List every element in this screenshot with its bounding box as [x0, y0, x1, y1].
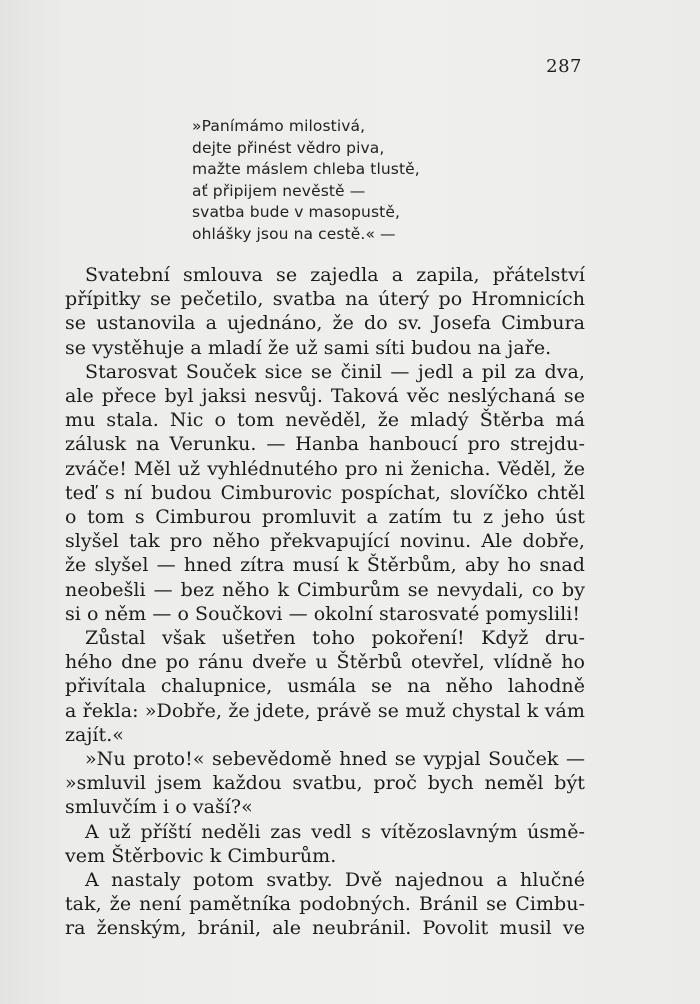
text-line: hého dne po ránu dveře u Štěrbů otevřel, vlídně ho — [65, 651, 585, 674]
text-line: zváče! Měl už vyhlédnutého pro ni ženicha. Věděl, že — [65, 457, 585, 480]
poem-stanza — [192, 116, 512, 246]
text-line: vem Štěrbovic k Cimburům. — [65, 844, 337, 867]
text-line: Zůstal však ušetřen toho pokoření! Když dru- — [85, 627, 585, 650]
poem-line: »Panímámo milostivá, — [192, 117, 366, 135]
text-line: »Nu proto!« sebevědomě hned se vypjal Souček — — [85, 748, 585, 771]
poem-line: ohlášky jsou na cestě.« — — [192, 224, 396, 243]
text-line: se ustanovila a ujednáno, že do sv. Josefa Cimbura — [65, 312, 585, 335]
page-number: 287 — [546, 56, 582, 77]
text-line: A už příští neděli zas vedl s vítězoslavným úsmě- — [85, 820, 585, 843]
text-line: přípitky se pečetilo, svatba na úterý po Hromnicích — [65, 288, 585, 311]
text-line: »smluvil jsem každou svatbu, proč bych neměl být — [65, 772, 585, 795]
text-line: mu stala. Nic o tom nevěděl, že mladý Štěrba má — [65, 409, 585, 432]
prose-body — [65, 263, 585, 941]
text-line: ale přece byl jaksi nesvůj. Taková věc neslýchaná se — [65, 385, 585, 408]
poem-line: ať připijem nevěstě — — [192, 181, 366, 200]
text-line: přivítala chalupnice, usmála se na něho lahodně — [65, 675, 585, 698]
poem-line: svatba bude v masopustě, — [192, 203, 400, 222]
text-line: ra ženským, bránil, ale neubránil. Povolit musil ve — [65, 917, 585, 940]
text-line: tak, že není pamětníka podobných. Bránil se Cimbu- — [65, 893, 585, 916]
text-line: že slyšel — hned zítra musí k Štěrbům, aby ho snad — [65, 554, 585, 577]
text-line: Svatební smlouva se zajedla a zapila, přátelství — [85, 264, 585, 286]
text-line: o tom s Cimburou promluvit a zatím tu z jeho úst — [65, 506, 585, 529]
text-line: Starosvat Souček sice se činil — jedl a pil za dva, — [85, 360, 585, 383]
text-line: smluvčím i o vaší?« — [65, 796, 253, 819]
text-line: slyšel tak pro něho překvapující novinu. Ale dobře, — [65, 530, 585, 553]
text-line: zálusk na Verunku. — Hanba hanboucí pro strejdu- — [65, 433, 585, 456]
text-line: neobešli — bez něho k Cimburům se nevydali, co by — [65, 578, 585, 601]
poem-line: mažte máslem chleba tlustě, — [192, 160, 420, 179]
text-line: teď s ní budou Cimburovic pospíchat, slovíčko chtěl — [65, 481, 585, 504]
text-line: a řekla: »Dobře, že jdete, právě se muž chystal k vám — [65, 699, 585, 722]
poem-line: dejte přinést vědro piva, — [192, 138, 385, 157]
text-line: se vystěhuje a mladí že už sami síti budou na jaře. — [65, 336, 552, 359]
text-line: A nastaly potom svatby. Dvě najednou a hlučné — [85, 869, 585, 892]
text-line: zajít.« — [65, 723, 124, 746]
text-line: si o něm — o Součkovi — okolní starosvaté pomyslili! — [65, 602, 581, 625]
